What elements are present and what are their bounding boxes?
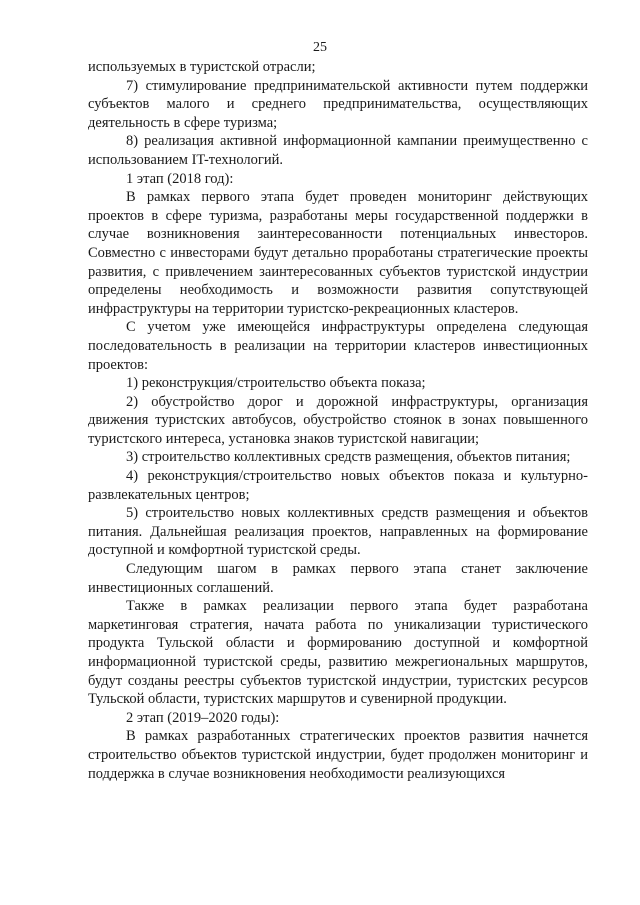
- list-item-1: 1) реконструкция/строительство объекта показа;: [126, 375, 426, 392]
- paragraph-infrastructure-sequence: С учетом уже имеющейся инфраструктуры определена следующая последовательность в реализации на территории кластеров инвестиционных проектов:: [88, 319, 588, 373]
- paragraph-continuation: используемых в туристской отрасли;: [88, 59, 316, 75]
- list-item-5: 5) строительство новых коллективных средств размещения и объектов питания. Дальнейшая реализация проектов, направленных на формирование доступной и комфортной туристской среды.: [88, 505, 588, 559]
- page-number: 25: [313, 40, 327, 55]
- paragraph-stage-2-description: В рамках разработанных стратегических проектов развития начнется строительство объектов туристской индустрии, будет продолжен мониторинг и поддержка в случае возникновения необходимости реализующихся: [88, 728, 588, 782]
- paragraph-next-step: Следующим шагом в рамках первого этапа станет заключение инвестиционных соглашений.: [88, 561, 588, 596]
- stage-2-heading: 2 этап (2019–2020 годы):: [126, 709, 280, 726]
- paragraph-marketing-strategy: Также в рамках реализации первого этапа будет разработана маркетинговая стратегия, начата работа по уникализации туристического продукта Тульской области и формированию доступной и комфортной информационной туристской среды, развитию межрегиональных маршрутов, будут созданы реестры субъектов туристской индустрии, туристских ресурсов Тульской области, туристских маршрутов и сувенирной продукции.: [88, 598, 588, 708]
- list-item-4: 4) реконструкция/строительство новых объектов показа и культурно-развлекательных центров;: [88, 468, 588, 503]
- document-body: [88, 58, 588, 783]
- list-item-2: 2) обустройство дорог и дорожной инфраструктуры, организация движения туристских автобусов, обустройство стоянок в зонах повышенного туристского интереса, установка знаков туристской навигации;: [88, 393, 588, 447]
- paragraph-item-7: 7) стимулирование предпринимательской активности путем поддержки субъектов малого и среднего предпринимательства, осуществляющих деятельность в сфере туризма;: [88, 77, 588, 131]
- list-item-3: 3) строительство коллективных средств размещения, объектов питания;: [126, 449, 571, 466]
- paragraph-stage-1-description: В рамках первого этапа будет проведен мониторинг действующих проектов в сфере туризма, разработаны меры государственной поддержки в случае возникновения заинтересованности потенциальных инвесторов. Совместно с инвесторами будут детально проработаны стратегические проекты развития, с привлечением заинтересованных субъектов туристской индустрии определены необходимость и возможности развития сопутствующей инфраструктуры на территории туристско-рекреационных кластеров.: [88, 189, 588, 317]
- stage-1-heading: 1 этап (2018 год):: [126, 170, 234, 187]
- paragraph-item-8: 8) реализация активной информационной кампании преимущественно с использованием IT-технологий.: [88, 133, 588, 168]
